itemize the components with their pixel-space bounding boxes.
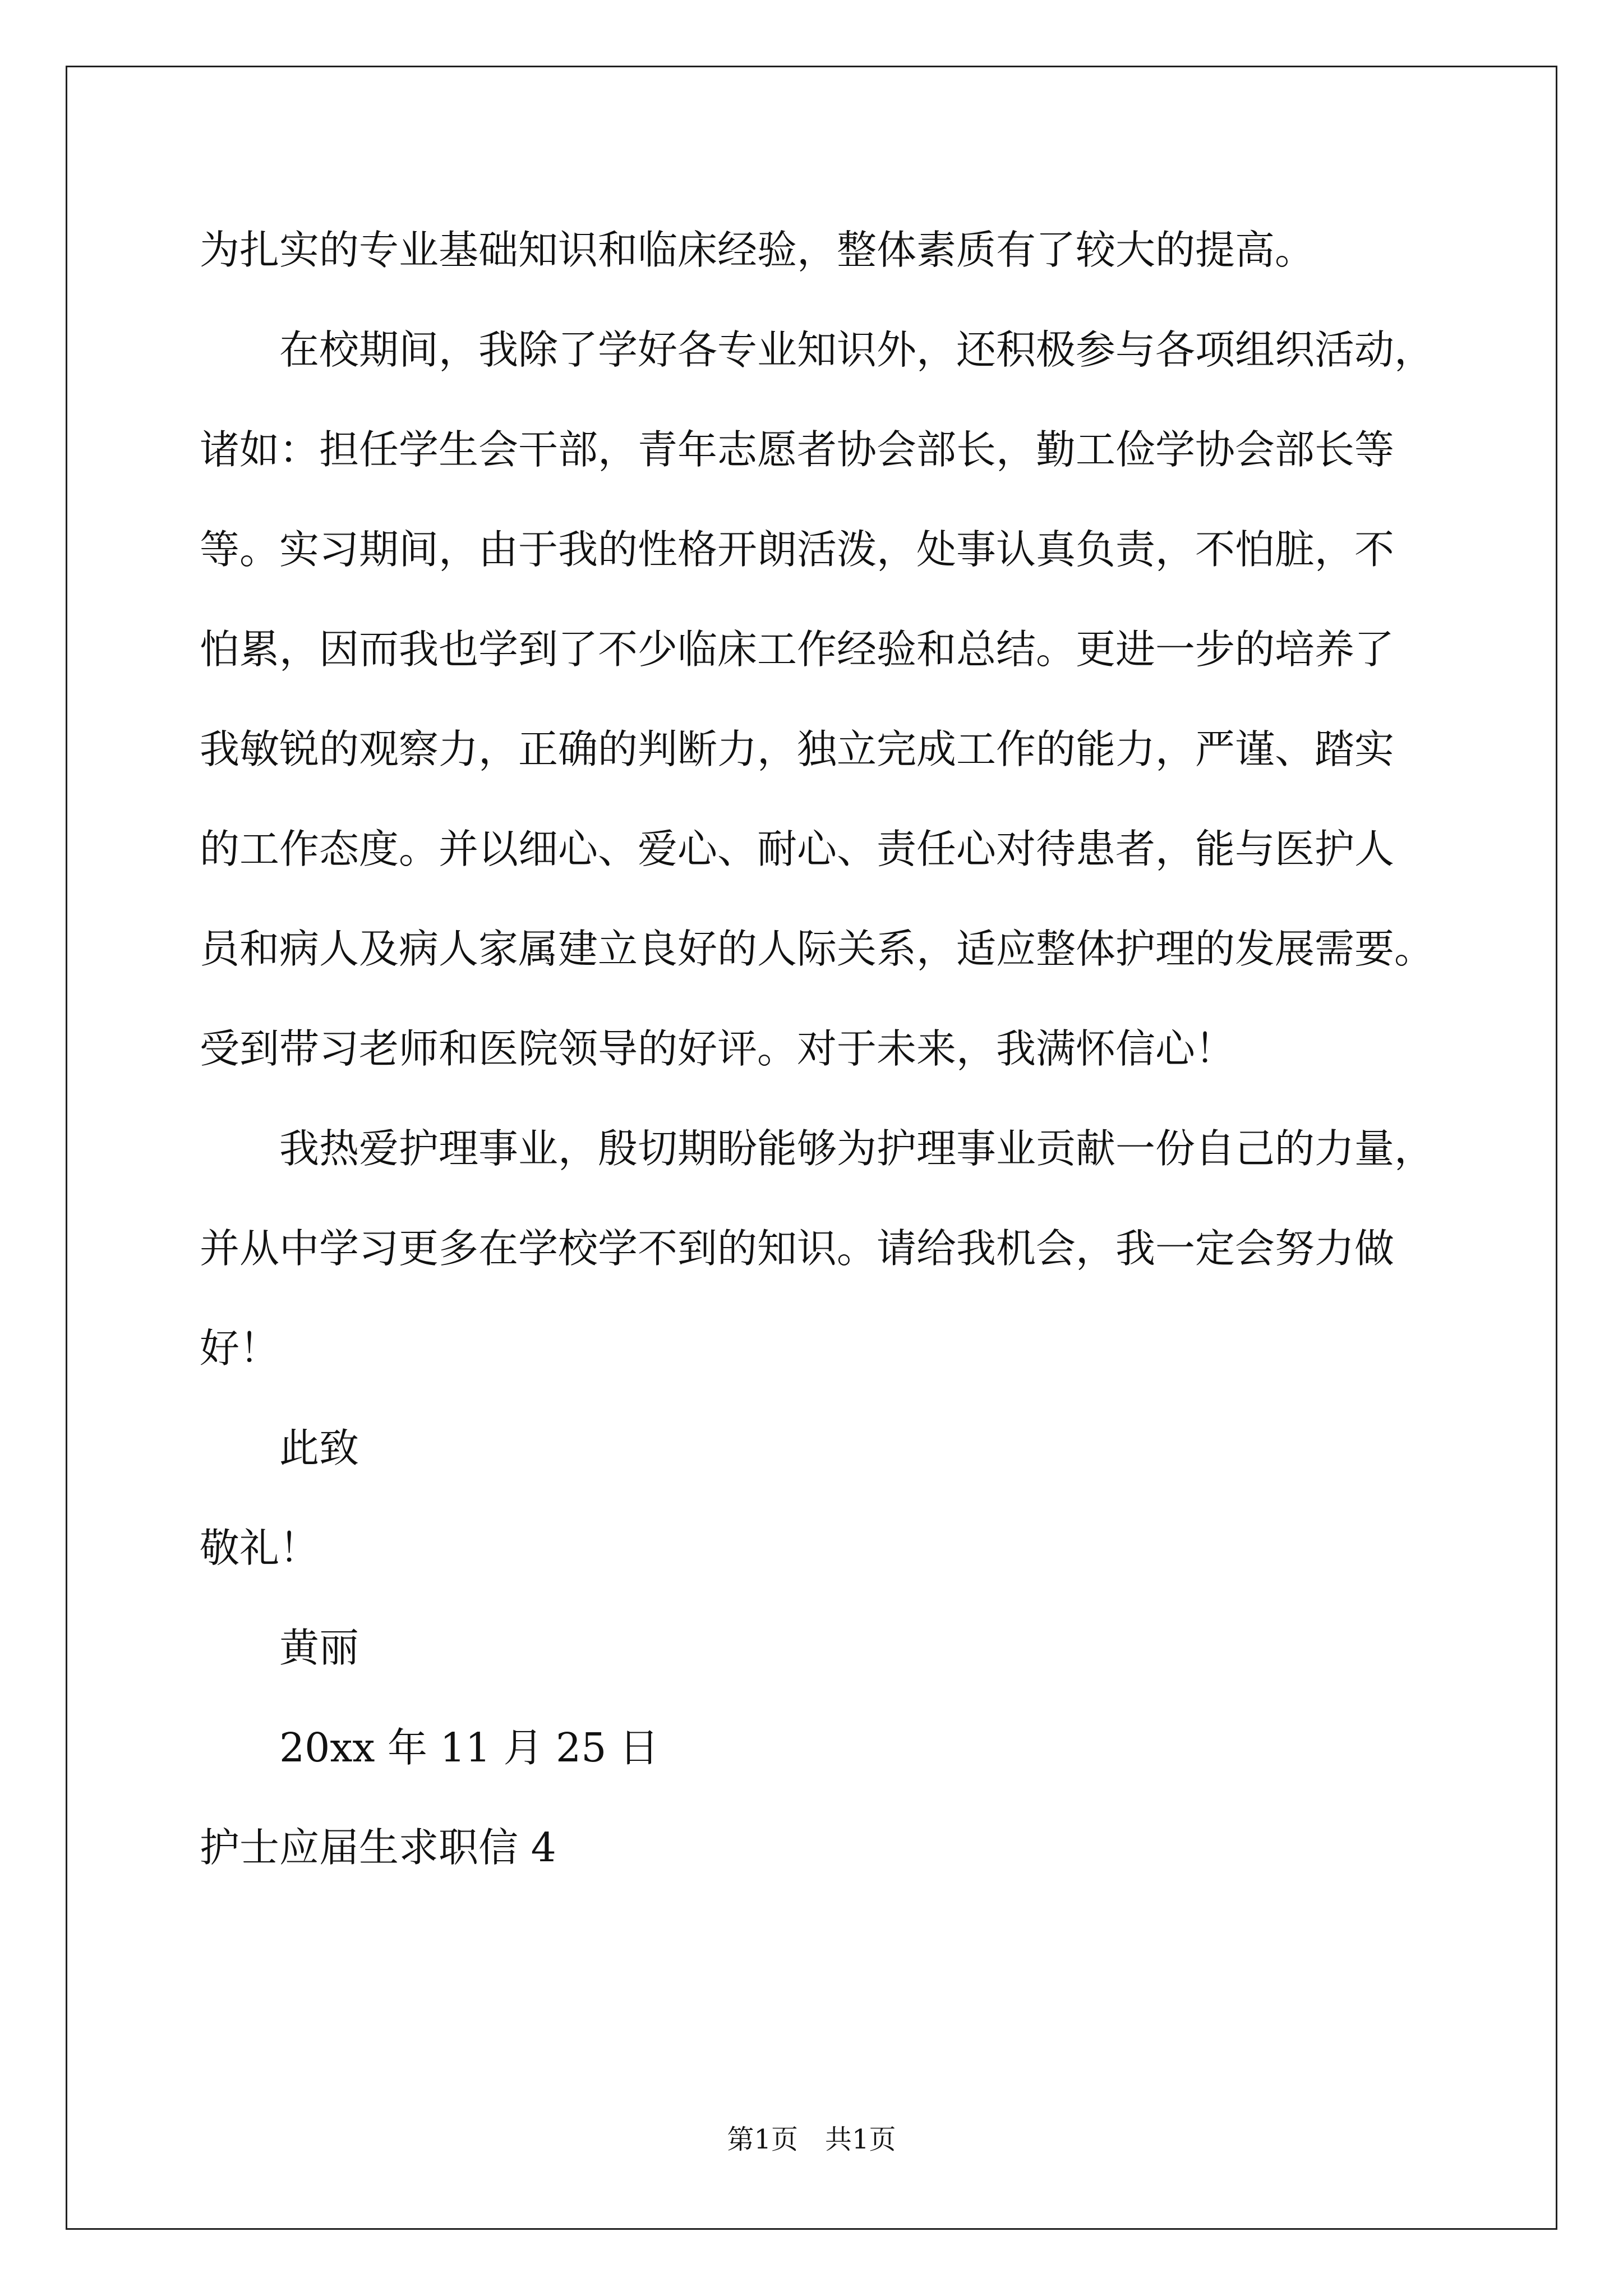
paragraph-2-line-3: 等。实习期间，由于我的性格开朗活泼，处事认真负责，不怕脏，不 xyxy=(200,526,1395,573)
paragraph-3-line-2: 并从中学习更多在学校学不到的知识。请给我机会，我一定会努力做 xyxy=(200,1225,1395,1272)
paragraph-2-line-1: 在校期间，我除了学好各专业知识外，还积极参与各项组织活动， xyxy=(279,326,1435,373)
closing-line: 此致 xyxy=(279,1425,359,1471)
page-total: 共1页 xyxy=(825,2124,896,2155)
paragraph-2-line-8: 受到带习老师和医院领导的好评。对于未来，我满怀信心！ xyxy=(200,1025,1235,1072)
next-section-title: 护士应届生求职信 4 xyxy=(200,1824,556,1871)
page-footer xyxy=(0,2126,1623,2153)
paragraph-2-line-7: 员和病人及病人家属建立良好的人际关系，适应整体护理的发展需要。 xyxy=(200,926,1435,972)
paragraph-3-line-1: 我热爱护理事业，殷切期盼能够为护理事业贡献一份自己的力量， xyxy=(279,1125,1435,1172)
paragraph-2-line-2: 诸如：担任学生会干部，青年志愿者协会部长，勤工俭学协会部长等 xyxy=(200,426,1395,473)
continuation-line: 为扎实的专业基础知识和临床经验，整体素质有了较大的提高。 xyxy=(200,227,1315,273)
page-number: 第1页 xyxy=(727,2124,798,2155)
signature-line: 黄丽 xyxy=(279,1625,359,1671)
salute-line: 敬礼！ xyxy=(200,1525,320,1571)
date-line: 20xx 年 11 月 25 日 xyxy=(279,1724,659,1771)
paragraph-2-line-6: 的工作态度。并以细心、爱心、耐心、责任心对待患者，能与医护人 xyxy=(200,826,1395,872)
paragraph-2-line-5: 我敏锐的观察力，正确的判断力，独立完成工作的能力，严谨、踏实 xyxy=(200,726,1395,772)
paragraph-2-line-4: 怕累，因而我也学到了不少临床工作经验和总结。更进一步的培养了 xyxy=(200,626,1395,673)
paragraph-3-line-3: 好！ xyxy=(200,1325,280,1372)
